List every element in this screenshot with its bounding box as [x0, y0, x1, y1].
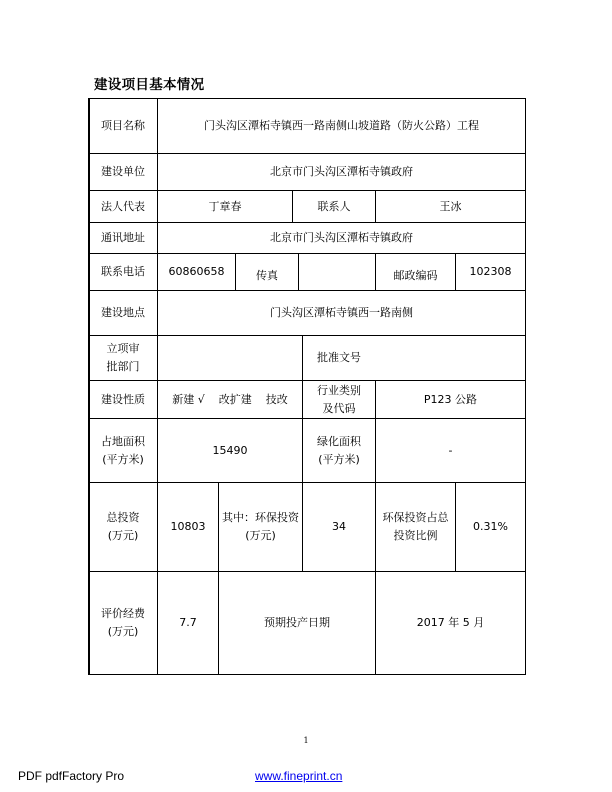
fax-value: [299, 254, 375, 290]
land-area-value: 15490: [212, 443, 248, 457]
nature-label: 建设性质: [101, 392, 145, 406]
project-name-value: 门头沟区潭柘寺镇西一路南侧山坡道路（防火公路）工程: [204, 119, 479, 132]
nature-value: 新建 √ 改扩建 技改: [172, 392, 288, 406]
table-rule: [88, 674, 526, 675]
legal-rep-label: 法人代表: [101, 199, 145, 213]
approval-no-label: 批准文号: [317, 351, 361, 364]
phone-label: 联系电话: [101, 265, 145, 278]
approval-dept-value: [158, 336, 302, 380]
address-value: 北京市门头沟区潭柘寺镇政府: [270, 231, 413, 244]
approval-dept-label: 立项审 批部门: [106, 342, 140, 373]
footer-link[interactable]: www.fineprint.cn: [255, 769, 343, 783]
green-area-label: 绿化面积 (平方米): [317, 434, 361, 466]
builder-label: 建设单位: [101, 165, 145, 178]
table-border-right: [525, 98, 526, 675]
industry-label: 行业类别 及代码: [317, 383, 361, 415]
project-name-label: 项目名称: [101, 119, 145, 132]
footer-producer: PDF pdfFactory Pro: [18, 769, 125, 783]
expected-date-value: 2017 年 5 月: [416, 616, 485, 629]
page-title: 建设项目基本情况: [94, 77, 205, 93]
total-invest-label: 总投资 (万元): [106, 511, 140, 542]
phone-value: 60860658: [168, 265, 225, 278]
env-ratio-value: 0.31%: [473, 520, 508, 533]
approval-no-value: [376, 336, 525, 380]
fax-label: 传真: [256, 269, 278, 282]
eval-fee-value: 7.7: [179, 616, 197, 629]
env-ratio-label: 环保投资占总 投资比例: [382, 511, 449, 542]
location-label: 建设地点: [101, 306, 145, 319]
legal-rep-value: 丁章春: [208, 199, 242, 213]
contact-value: 王冰: [439, 199, 462, 213]
eval-fee-label: 评价经费 (万元): [101, 607, 145, 638]
total-invest-value: 10803: [170, 520, 206, 533]
green-area-value: -: [448, 443, 453, 457]
env-invest-label: 其中：环保投资 (万元): [222, 511, 299, 542]
postcode-value: 102308: [469, 265, 512, 278]
env-invest-value: 34: [332, 520, 346, 533]
land-area-label: 占地面积 (平方米): [101, 434, 145, 466]
page-number: 1: [303, 736, 309, 745]
contact-label: 联系人: [317, 199, 351, 213]
builder-value: 北京市门头沟区潭柘寺镇政府: [270, 165, 413, 178]
industry-value: P123 公路: [423, 392, 478, 406]
postcode-label: 邮政编码: [393, 269, 438, 282]
expected-date-label: 预期投产日期: [264, 616, 330, 629]
address-label: 通讯地址: [101, 231, 145, 244]
location-value: 门头沟区潭柘寺镇西一路南侧: [270, 306, 413, 319]
